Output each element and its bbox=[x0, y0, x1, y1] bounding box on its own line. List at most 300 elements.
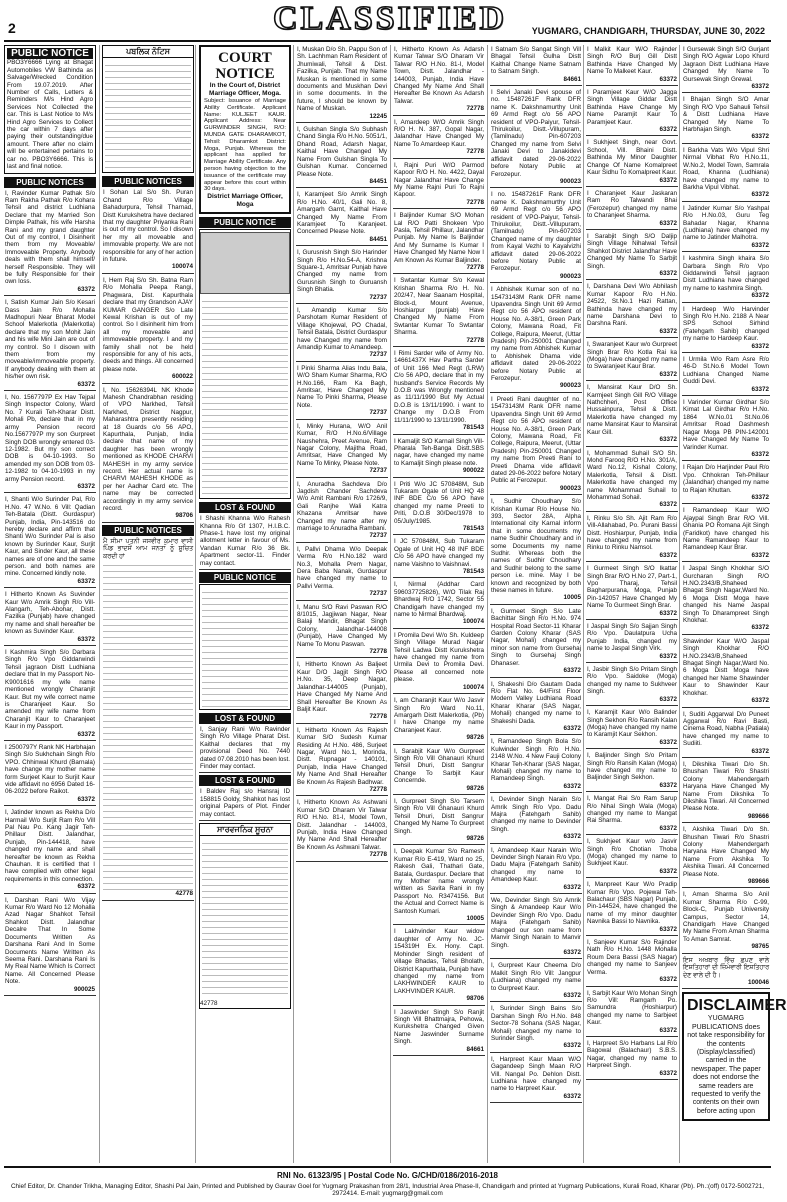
ad-text: I no. 15487261F Rank DFR name K. Dakshnamurthy Unit 69 Armd Regt c/o 56 APO resident of VPO-Paiyur, Tehsil-Thirukoilur, Distt.-Villupuram, (Tamilnadu) Pin-607203 Changed name of my daughter from Kayal Vezhi to Kayalvizhi affidavit dated 29-06-2022 before Notary Public at Ferozepur. bbox=[491, 191, 581, 273]
ad-number: 63372 bbox=[77, 380, 95, 388]
lost-found-ad bbox=[199, 787, 291, 821]
classified-ad bbox=[296, 125, 388, 188]
ad-number: 900023 bbox=[559, 484, 581, 492]
ad-text: I, Hitherto Known As Ashwani Kumar S/O Dharam Vir Talwar R/O H.No. 81-I, Model Town, Distt. Jalandhar - 144003, Punjab, India Have Changed My Name And Shall Hereafter Be Known As Ashwani Talwar. bbox=[297, 799, 387, 851]
classified-ad bbox=[586, 282, 678, 338]
ad-number: 900025 bbox=[73, 985, 95, 993]
ad-number: 42778 bbox=[175, 890, 193, 898]
ad-text: I Gursewak Singh S/O Gurjant Singh R/O Agwar Lopo Khurd Jagraon Distt Ludhiana Have Changed My Name To Gursewak Singh Grewal. bbox=[683, 46, 769, 83]
public-notices-heading: PUBLIC NOTICES bbox=[102, 176, 194, 187]
classified-ad bbox=[586, 708, 678, 749]
classified-ad bbox=[393, 437, 485, 478]
ad-text: I, Mansirat Kaur D/O Sh. Karmjeet Singh Gill R/O Village Nathchheri, Post Office Hussainpura, Tehsil & Distt. Malerkotla have changed my name Mansirat Kaur to Mansirat Kaur Gill. bbox=[587, 384, 677, 436]
ad-text: I Pinki Sharma Alias Indu Bala, W/O Sham Kumar Sharma, R/O H.No.166, Ram Ka Bagh, Amritsar, Have Changed My Name To Pinki Sharma, Please Note. bbox=[297, 364, 387, 409]
classified-ad bbox=[393, 45, 485, 116]
ad-number: 100074 bbox=[171, 263, 193, 271]
ad-number: 100074 bbox=[462, 618, 484, 626]
ad-number: 63372 bbox=[659, 269, 677, 277]
classified-ad bbox=[4, 896, 96, 996]
ad-text: I, Sudhir Choudhary S/o Krishan Kumar R/o House No. 393, Sector 28A, Alpha International city Karnal inform that in some documents my name Sudhir Choudhary and in some Documents my name Sudhir. Whereas both the names of Sudhir Choudhary and Sudhir belong to the same person i.e. mine. May I be known and recognized by both these names in future. bbox=[491, 498, 581, 595]
ad-list bbox=[490, 45, 582, 1103]
ad-number: 63372 bbox=[751, 385, 769, 393]
ad-text: I, Sarbjit Kaur W/o Mohan Singh R/o Vill: Ramgarh Po. Samundra (Hoshiarpur) changed my name to Sarbjeet Kaur. bbox=[587, 989, 677, 1027]
ad-text: I, Amandip Kumar S/o Parshotam Kumar Resident of Village Khojewal, PO Chadal, Tehsil Batala, District Gurdaspur have Changed my name from Amandip Kumar to Amandeep. bbox=[297, 307, 387, 352]
classified-ad bbox=[586, 751, 678, 792]
notice-body bbox=[202, 587, 288, 707]
classified-ad bbox=[490, 285, 582, 393]
classified-ad bbox=[393, 118, 485, 159]
classified-ad bbox=[586, 88, 678, 136]
ad-number: 72778 bbox=[369, 648, 387, 656]
classified-ad bbox=[4, 298, 96, 391]
ad-text: I Paramjeet Kaur W/O Jagga Singh Village Giddar Distt Bathinda Have Change My Name Paramjit Kaur To Paramjeet Kaur. bbox=[587, 89, 677, 126]
gurmukhi-ad-body bbox=[103, 560, 193, 890]
ad-number: 63372 bbox=[659, 126, 677, 134]
ad-number: 72737 bbox=[369, 590, 387, 598]
footer bbox=[4, 1166, 771, 1202]
page-number: 2 bbox=[8, 20, 16, 36]
classified-ad bbox=[682, 637, 770, 708]
gurmukhi-ad bbox=[102, 537, 194, 901]
ad-number: 63372 bbox=[659, 925, 677, 933]
ad-text: I Ramandeep Kaur W/O Ajaypal Singh Brar R/O Vill. Ghania PO Romana Ajit Singh (Faridkot) have changed his Name Ramandeep Kaur to Ramandeep Kaur Brar. bbox=[683, 507, 769, 552]
ad-number: 100046 bbox=[747, 978, 769, 986]
classified-ad bbox=[4, 648, 96, 741]
ad-number: 63372 bbox=[659, 609, 677, 617]
ad-text: I Rimi Sarder wife of Army No. 14661437X Hav Partha Sarder of Unit 166 Med Regt (LRW) C/o 56 APO, declare that in my husband's Service Records My D.O.B was Wrongly mentioned as 11/11/1990 But My Actual D.O.B is 13/11/1990. i want to Change my D.O.B From 11/11/1990 to 13/11/1990. bbox=[394, 350, 484, 424]
ad-number: 63372 bbox=[77, 730, 95, 738]
classified-ad bbox=[296, 306, 388, 362]
ad-number: 72737 bbox=[369, 409, 387, 417]
classified-ad bbox=[682, 95, 770, 143]
public-notices-heading-2: PUBLIC NOTICES bbox=[102, 525, 194, 536]
credits-line: Chief Editor, Dr. Chander Trikha, Managing Editor, Shashi Pal Jain, Printed and Published by Gaurav Goel for Yugmarg Prakashan from 28/1, Industrial Area Phase-II, Chandigarh and printed at Yugmarg Publications, Kurali Road, Kharar (Pb). Ph.:(off) 0172-5002721, 2972414. E-mail: yugmarg@gmail.com bbox=[10, 1183, 765, 1197]
ad-number: 72778 bbox=[466, 263, 484, 271]
classified-ad bbox=[102, 386, 194, 523]
ad-number: 781543 bbox=[462, 424, 484, 432]
classified-ad bbox=[490, 1004, 582, 1052]
ad-text: I Sohan Lal S/o Sh. Puran Chand R/o Village Bahadurpura, Tehsil Tharnad, Distt Kurukshetra have declared that my daughter Priyanka Rani is out of my control. So I disown her my all moveable and immovable property. We are not responsible for any of her action in future. bbox=[103, 189, 193, 264]
lost-found-ad bbox=[199, 725, 291, 773]
classified-ad bbox=[586, 340, 678, 381]
classified-ad bbox=[682, 398, 770, 461]
classified-ad bbox=[393, 349, 485, 434]
lost-found-heading: LOST & FOUND bbox=[199, 713, 291, 724]
disclaimer-text: YUGMARG PUBLICATIONS does not take responsibility for the contents (Display/classified) carried in the newspaper. The paper does not endorse the same readers are requested to verify the contents on their own before acting upon bbox=[687, 1015, 765, 1115]
classified-ad bbox=[490, 497, 582, 605]
warning-notice bbox=[682, 956, 770, 990]
classified-ad bbox=[296, 480, 388, 543]
ad-text: I Bhajan Singh S/O Amar Singh R/O Vpo Sahauli Tehsil & Distt Ludhiana Have Changed My Name To Harbhajan Singh. bbox=[683, 96, 769, 134]
column-7 bbox=[586, 45, 678, 1163]
ad-text: I, Sanjeev Kumar S/o Rajinder Nath R/o H.No. 1448 Mohalla Roum Dera Bassi (SAS Nagar) changed my name to Sanjeev Verma. bbox=[587, 939, 677, 976]
classified-ad bbox=[296, 545, 388, 601]
ad-number: 63372 bbox=[659, 327, 677, 335]
classified-ad bbox=[296, 798, 388, 861]
ad-number: 63372 bbox=[751, 493, 769, 501]
ad-text: I, Amandeep Kaur Narain W/o Devinder Singh Narain R/o Vpo. Dadu Majra (Fatehgarh Sahib) changed my name to Amandeep Kaur. bbox=[491, 846, 581, 884]
ad-list bbox=[682, 45, 770, 954]
classified-ad bbox=[682, 45, 770, 93]
ad-text: I Kamaljit S/O Karnail Singh Vill-Pharala Teh-Banga Distt.SBS nagar, have changed my name to Kamaljit Singh please note. bbox=[394, 437, 484, 467]
ad-text: I, Satish Kumar Jain S/o Kesari Dass Jain R/o Mohalla Madhopuri Near Bharat Model School Malerkotla (Malerkotla) declare that my son Mohit Jain and his wife Mini Jain are out of my control. So I disown with them from my moveable/immoveable property. If anybody dealing with them at his/her own risk. bbox=[5, 299, 95, 381]
ad-number: 63372 bbox=[659, 75, 677, 83]
ad-number: 63372 bbox=[563, 1092, 581, 1100]
lost-found-heading: LOST & FOUND bbox=[199, 502, 291, 513]
classified-ad bbox=[586, 665, 678, 706]
disclaimer-box bbox=[682, 992, 787, 1121]
ad-text: I, Akshika Tiwari D/o Sh. Bhushan Tiwari R/o Shastri Colony Mahendergarh Haryana Have Changed My Name From Akshika To Akshika Tiwari. All Concerned Please Note. bbox=[683, 826, 769, 878]
classified-ad bbox=[490, 607, 582, 678]
classified-ad bbox=[393, 211, 485, 274]
classified-ad bbox=[586, 189, 678, 230]
ad-number: 63372 bbox=[563, 833, 581, 841]
dateline: YUGMARG, CHANDIGARH, THURSDAY, JUNE 30, 2022 bbox=[531, 26, 765, 36]
public-notice-heading: PUBLIC NOTICE bbox=[199, 217, 291, 228]
classified-ad bbox=[4, 393, 96, 493]
notice-box bbox=[199, 229, 291, 499]
ad-text: Shawinder Kaur W/O Jaspal Singh Khokhar R/O H.NO.2343/B,Shaheed Bhagat Singh Nagar,Ward No. 6 Moga Distt Moga have changed her Name Shawinder Kaur to Shawinder Kaur Khokhar. bbox=[683, 637, 769, 697]
ad-text: I Priti W/o JC 570848M, Sub Tukaram Ogale of Unit HQ 48 INF BDE C/o 56 APO have changed my name Preeti to Priti, D.O.B 30/Dec/1978 to 05/July/1985. bbox=[394, 480, 484, 525]
punjabi-notice-body bbox=[105, 60, 191, 170]
ad-number: 63372 bbox=[659, 738, 677, 746]
notice-photo bbox=[200, 232, 290, 294]
ad-text: I Charanjeet Kaur Jaskaran Ram Ro Talwandi Bhai (Ferozepur) changed my name to Charanjeet Sharma. bbox=[587, 189, 677, 220]
classified-ad bbox=[490, 45, 582, 86]
ad-number: 98726 bbox=[466, 784, 484, 792]
classified-ad bbox=[586, 837, 678, 878]
ad-text: I, Amardeep W/O Amrik Singh R/O H. N. 387, Gopal Nagar, Jalandhar Have Changed My Name To Amardeep Kaur. bbox=[394, 118, 484, 148]
ad-list bbox=[4, 189, 96, 996]
ad-text: I, Rajni Puri W/O Parmod Kapoor R/O H. No. 4422, Dayal Nagar Jalandhar Have Change My Name Rajni Puri To Rajni Kapoor. bbox=[394, 161, 484, 199]
ad-text: I, Hem Raj S/o Sh. Batna Ram R/o Mohalla Peepa Rangi, Phagwara, Dist. Kapurthala declare that my Grandson AJAY KUMAR GANGER S/o Late Kewal Krishan is out of my control. So I disinherit him from all my moveable and immoveable property. I and my family shall not be held responsible for any of his acts, deeds and things. All concerned please note. bbox=[103, 276, 193, 373]
ad-number: 63372 bbox=[659, 370, 677, 378]
ad-text: I Satnam S/o Sangat Singh Vill Bhagal Tehsil Gulha Distt Kaithal Change Name Satnam to Satnam Singh. bbox=[491, 46, 581, 76]
classified-ad bbox=[102, 276, 194, 384]
ad-text: I, Pallvi Dhama W/o Deepak Verma R/o H.No.182 ward No.3, Mohalla Prem Nagar, Dera Baba Nanak, Gurdaspur have changed my name to Pallvi Verma. bbox=[297, 545, 387, 590]
ad-text: I, Nirmal (Addhar Card 596037725826), W/O Tilak Raj Bhardwaj R/O 1742, Sector 55 Chandigarh have changed my name to Nirmal Bhardwaj. bbox=[394, 581, 484, 619]
classified-ad bbox=[4, 808, 96, 893]
ad-text: I, No. 1567797P Ex Hav Tejpal Singh Inspector Colony, Ward No. 7 Kurali Teh-Kharar Distt. Mohali Pb, declare that in my army Pension record No.1567797P my son Gurpreet Singh DOB wrongly entered 03-12-1982. But my son correct DOB is 04-10-1993. So amended my son DOB from 03-12-1982 to 04-10-1993 in my army Pension record. bbox=[5, 394, 95, 483]
ad-text: I, Gulshan Singla S/o Subhash Chand Singla R/o H.No. 5051/1, Dhand Road, Adarsh Nagar, Kaithal Have Changed My Name From Gulshan Singla To Gulshan Kumar. Concerned Please Note. bbox=[297, 126, 387, 178]
lost-found-text: I Shashi Khanna W/o Rahesh Khanna R/o Gf 1307, H.I.B.C. Phase-1 have lost my original allotment letter in favour of Ms. Vandan Kumar R/o 36 Bk. Apartment sector-11. Finder may contact. bbox=[200, 515, 290, 567]
classified-ad bbox=[490, 846, 582, 894]
classified-ad bbox=[4, 495, 96, 588]
ad-text: I JC 570848M, Sub Tukaram Ogale of Unit HQ 48 INF BDE C/o 56 APO have changed my name Vaishno to Vaishnavi. bbox=[394, 538, 484, 568]
ad-list bbox=[586, 45, 678, 1080]
classified-ad bbox=[586, 564, 678, 620]
ad-text: I Jaswinder Singh S/o Ranjit Singh Vill Bhattmajra, Pehowa, Kurukshetra Changed Given Name Jaswinder Surname Singh. bbox=[394, 1008, 484, 1046]
ad-text: I Barkha Vats W/o Vipul Shri Nirmal Vibhat R/o H.No.11, W.No.2, Model Town, Samrala Road, Khanna (Ludhiana) have changed my name to Barkha Vipul Vibhat. bbox=[683, 146, 769, 191]
classified-ad bbox=[586, 138, 678, 186]
ad-list bbox=[296, 45, 388, 862]
ad-number: 63372 bbox=[751, 747, 769, 755]
ad-text: I, Shanti W/o Surinder Pal, R/o H.No. 47 W.No. 6 Vill: Qadian Teh-Batala (Distt. Gurdaspur) Punjab, India, Pin-143516 do hereby declare and affirm that Shanti W/o Surinder Pal is also known by Surinder Kaur, Surjit Kaur, and Sinder Kaur, all these names are of one and the same person. and both names are mine. Concerned kindly note. bbox=[5, 496, 95, 578]
classified-ad bbox=[393, 480, 485, 536]
ad-number: 63372 bbox=[659, 652, 677, 660]
ad-number: 84661 bbox=[466, 1045, 484, 1053]
ad-text: I, Gurusnish Singh S/o Harinder Singh R/o H.No.54-A, Krishna Square-1, Amritsar Punjab have Changed my name from Gurusnish Singh to Guruansh Singh Bhatia. bbox=[297, 249, 387, 294]
classified-ad bbox=[393, 747, 485, 795]
lost-found-ad bbox=[199, 514, 291, 570]
ad-number: 84661 bbox=[563, 75, 581, 83]
ad-text: I Sarabjit Singh S/O Daljip Singh Village Nihalwal Tehsil Shahkot District Jalandhar Have Changed My Name To Sarbjit Singh. bbox=[587, 232, 677, 270]
rni-number: RNI No. 61323/95 | Postal Code No. G/CHD/0186/2016-2018 bbox=[277, 1171, 498, 1180]
classified-ad bbox=[586, 1039, 678, 1080]
ad-number: 72778 bbox=[466, 198, 484, 206]
ad-text: I, Gurpreet Singh S/o Tarsem Singh R/o Vill Ghanauri Khurd Tehsil Dhuri, Distt Sangrur Changed My Name To Gurpreet Singh. bbox=[394, 797, 484, 835]
classified-ad bbox=[682, 564, 770, 635]
ad-text: I, Gurpreet Kaur Cheema D/o Malkit Singh R/o Vill: Jangpur (Ludhiana) changed my name to Gurpreet Kaur. bbox=[491, 962, 581, 992]
ad-number: 72778 bbox=[369, 785, 387, 793]
classified-ad bbox=[102, 188, 194, 273]
ad-number: 63372 bbox=[751, 241, 769, 249]
ad-number: 98726 bbox=[466, 734, 484, 742]
classified-ad bbox=[490, 88, 582, 188]
ad-number: 900023 bbox=[559, 382, 581, 390]
masthead bbox=[0, 0, 775, 46]
court-notice-box bbox=[199, 45, 291, 214]
classified-ad bbox=[682, 305, 770, 353]
ad-text: I 2500797Y Rank NK Harbhajan Singh S/o Sukhchain Singh R/o VPO. Chhinwal Khurd (Barnala) have change my mother name form Surjeet Kaur to Surjit Kaur vide affidavit no 6956 Dated 16-06-2022 before Raikot. bbox=[5, 743, 95, 796]
classified-ad bbox=[490, 680, 582, 736]
lost-found-text: I, Sanjay Rani W/o Ravinder Singh R/o Village Pharat Dist. Kaithal declares that my provisional Deed No. 7440 dated 07.08.2010 has been lost. Finder may contact. bbox=[200, 726, 290, 771]
ad-text: I, Manpreet Kaur W/o Pradip Kumar R/o Vpo. Pojewal Teh-Balachaur (SBS Nagar) Punjab, Pin-144524, have changed the name of my minor daughter Navnika Bassi to Navnika. bbox=[587, 881, 677, 926]
ad-number: 63372 bbox=[659, 867, 677, 875]
ad-text: I, Minky Hurana, W/O Anil Kumar, R/O H.No.6/Village Naushehra, Preet Avenue, Ram Nagar Colony, Majitha Road, Amritsar, Have Changed My Name To Minky, Please Note. bbox=[297, 422, 387, 467]
ad-number: 781543 bbox=[462, 524, 484, 532]
column-3 bbox=[199, 45, 291, 1163]
ad-text: I, Ramandeep Singh Bola S/o Kulwinder Singh R/o H.No. 2148 W.No. 4 New Fauji Colony Kharar Teh-Kharar (SAS Nagar, Mohali) changed my name to Ramandeep Singh. bbox=[491, 738, 581, 783]
sarvjanik-body bbox=[202, 838, 288, 998]
ad-text: I kashmira Singh khaira S/o Darbara Singh R/o Vpo Giddarwindi Tehsil jagraon Distt Ludhiana have changed my name to kashmira Singh. bbox=[683, 255, 769, 292]
masthead-rule bbox=[4, 40, 771, 42]
ad-number: 63372 bbox=[77, 577, 95, 585]
ad-number: 63372 bbox=[563, 1042, 581, 1050]
classified-ad bbox=[393, 631, 485, 694]
ad-text: I, Mohammad Suhail S/O Sh. Mohd Farooq R/O H.No. 301/A, Ward No.12, Kishal Colony, Malerkotla, Tehsil & Distt. Malerkotla have changed my name Mohammad Suhail to Mohammad Sohail. bbox=[587, 449, 677, 501]
ad-number: 72778 bbox=[369, 851, 387, 859]
lost-found-heading: LOST & FOUND bbox=[199, 775, 291, 786]
ad-number: 63372 bbox=[659, 219, 677, 227]
ad-text: I, Harpreet S/o Harbans Lal R/o Bagowal (Balachaur) S.B.S. Nagar, changed my name to Harpreet Singh. bbox=[587, 1039, 677, 1070]
classified-ad bbox=[682, 710, 770, 758]
ad-number: 63372 bbox=[751, 292, 769, 300]
classified-ad bbox=[490, 190, 582, 283]
ad-number: 63372 bbox=[563, 948, 581, 956]
ad-text: I Lakhvinder Kaur widow daughter of Army No. JC-154319H Ex. Hony. Capt. Mohinder Singh resident of village Bhadas, Tehsil Bholath, District Kapurthala, Punjab have changed my name from LAKHWINDER KAUR to LAKHVINDER KAUR. bbox=[394, 928, 484, 995]
ad-number: 72737 bbox=[369, 467, 387, 475]
ad-text: I Malkit Kaur W/O Rajinder Singh R/O Burj Gill Distt Bathinda Have Changed My Name To Malkeet Kaur. bbox=[587, 46, 677, 76]
ad-text: I, Surinder Singh Bains S/o Darshan Singh R/o H.No. 848 Sector-78 Sohana (SAS Nagar, Mohali) changed my name to Surinder Singh. bbox=[491, 1005, 581, 1042]
ad-text: I, Anuradha Sachdeva D/o Jagdish Chander Sachdeva W/o Amit Rambani R/o 1726/9, Gali Ranjhe Wali Katra Khazana Amritsar have Changed my name after my marriage to Anuradha Rambani. bbox=[297, 480, 387, 532]
ad-text: I, Karamjit Kaur W/o Balinder Singh Sekhon R/o Ransih Kalan (Moga) have changed my name to Karamjit Kaur Sekhon. bbox=[587, 709, 677, 739]
classified-ad bbox=[586, 938, 678, 986]
ad-number: 72778 bbox=[466, 148, 484, 156]
ad-text: I, Sarabjit Kaur W/o Gurpreet Singh R/o Vill Ghanauri Khurd Tehsil Dhuri, Distt Sangrur Change To Sarbjit Kaur Concernde. bbox=[394, 747, 484, 785]
ad-number: 63372 bbox=[563, 724, 581, 732]
ad-number: 989666 bbox=[747, 812, 769, 820]
ad-number: 72737 bbox=[369, 351, 387, 359]
ad-number: 63372 bbox=[563, 991, 581, 999]
classified-ad bbox=[393, 537, 485, 578]
ad-text: I, Dikshika Tiwari D/o Sh. Bhushan Tiwari R/o Shastri Colony Mahendergarh Haryana Have Changed My Name From Dikshika To Dikshika Tiwari. All Concerned Please Note. bbox=[683, 760, 769, 813]
ad-text: I, Darshana Devi W/o Abhilash Kumar Kapoor R/o H.No. 24522, St.No.1 Hazi Rattan, Bathinda have changed my name Darshana Devi to Darshna Rani. bbox=[587, 283, 677, 328]
section-title: CLASSIFIED bbox=[272, 0, 508, 37]
ad-number: 63372 bbox=[77, 795, 95, 803]
classified-ad bbox=[586, 989, 678, 1037]
ad-text: I Varinder Kumar Girdhar S/o Kimat Lal Girdhar R/o H.No. 1864 W.No.01 St.No.06 Amritsar Road Dashmesh Nagar Moga PB PIN-142001 Have Changed My Name To Varinder Kumar. bbox=[683, 399, 769, 451]
ad-number: 63372 bbox=[77, 635, 95, 643]
ad-text: I Jatinder Kumar S/o Yashpal R/o H.No.03, Guru Teg Bahadar Nagar, Khanna (Ludhiana) have changed my name to Jatinder Malhotra. bbox=[683, 204, 769, 242]
classified-ad bbox=[393, 797, 485, 845]
classified-ad bbox=[682, 254, 770, 302]
ad-text: I Swtantar Kumar S/o Kewal Krishan Sharma R/o H. No. 202/47, Near Saanam Hospital, Block-d, Mount Avenue, Hoshiarpur (punjab) Have Changed My Name From Swtantar Kumar To Swtantar Sharma. bbox=[394, 277, 484, 337]
classified-ad bbox=[682, 204, 770, 252]
classified-ad bbox=[296, 660, 388, 723]
classified-ad bbox=[296, 190, 388, 246]
classified-ad bbox=[393, 580, 485, 628]
ad-text: I Kashmira Singh S/o Darbara Singh R/o Vpo Giddarwindi Tehsil jagraon Distt Ludhiana declare that In my Passport No-K9001616 my wife name mentioned wrongly Charanjit Kaur. But my wife correct name is Charanjeet Kaur. So amended my wife name from Charanjit Kaur to Charanjeet Kaur in my Passport. bbox=[5, 649, 95, 731]
ad-number: 63372 bbox=[563, 782, 581, 790]
ad-text: I, Harpreet Kaur Maan W/O Gagandeep Singh Maan R/O Vill. Nangal Po. Dehlon Distt. Ludhiana have changed my name to Harpreet Kaur. bbox=[491, 1055, 581, 1093]
classified-ad bbox=[4, 743, 96, 806]
ad-text: I Urmila W/o Ram Asre R/o 46-D St.No.6 Model Town Ludhiana Changed Name Guddi Devi. bbox=[683, 356, 769, 386]
classified-ad bbox=[586, 383, 678, 446]
ad-text: I, Rinku S/o Sh. Ajit Ram R/o Vill-Allahabad, Po. Purani Bassi Distt. Hoshiarpur, Punjab, India have changed my name from Rinku to Rinku Namsol. bbox=[587, 514, 677, 552]
ad-text: We, Devinder Singh S/o Amrik Singh & Amandeep Kaur W/o Devinder Singh R/o Vpo. Dadu Majra (Fatehgarh Sahib) changed our son name from Manvir Singh Narain to Manvir Singh. bbox=[491, 897, 581, 949]
classified-ad bbox=[4, 189, 96, 297]
lost-found-text: I Baldev Raj s/o Hansraj ID 158815 Goldy, Shahkot has lost original Papers of Plot. Finder may contact. bbox=[200, 788, 290, 818]
ad-text: I, Jatinder known as Rekha D/o Harmail W/o Surjit Ram R/o Vill Pal Nau Po. Kang Jagir Teh-Phillaur Distt. Jalandhar, Punjab, Pin-144418, have changed my name and shall hereafter be known as Rekha Chauhan. It is certified that I have complied with other legal requirements in this connection. bbox=[5, 809, 95, 883]
classified-ad bbox=[586, 622, 678, 663]
public-notice-heading: PUBLIC NOTICE bbox=[7, 48, 93, 59]
ad-number: 10005 bbox=[466, 915, 484, 923]
ad-number: 63372 bbox=[751, 551, 769, 559]
column-5 bbox=[393, 45, 485, 1163]
warning-text: ਇਸ ਅਖਬਾਰ ਵਿੱਚ ਛਪਣ ਵਾਲੇ ਇਸ਼ਤਿਹਾਰਾਂ ਦੀ ਜ਼ਿੰਮੇਵਾਰੀ ਇਸ਼ਤਿਹਾਰ ਦੇਣ ਵਾਲੇ ਦੀ ਹੈ। bbox=[683, 956, 769, 979]
ad-text: I Promila Devi W/o Sh. Kuldeep Singh Village Murad Nagar Tehsil Ladwa Distt Kurukshetra have changed my name from Urmila Devi to Promila Devi. Please all concerned note please. bbox=[394, 631, 484, 684]
ad-number: 12245 bbox=[369, 112, 387, 120]
ad-number: 72737 bbox=[369, 293, 387, 301]
classified-ad bbox=[296, 726, 388, 797]
classified-ad bbox=[682, 760, 770, 823]
ad-list bbox=[102, 188, 194, 522]
notice-body bbox=[202, 296, 288, 496]
ad-number: 63372 bbox=[751, 624, 769, 632]
ad-text: I, Swaranjeet Kaur w/o Gurpreet Singh Brar R/o Kotla Rai ka (Moga) have changed my name to Swaranjeet Kaur Brar. bbox=[587, 341, 677, 371]
ad-number: 98706 bbox=[175, 512, 193, 520]
sarvjanik-box bbox=[199, 823, 291, 1009]
public-notice-box bbox=[4, 45, 96, 174]
ad-text: I Abhishek Kumar son of no. 15473143M Rank DFR name Upavendra Singh Unit 69 Armd Regt c/o 56 APO resident of House No. A-38/1, Green Park Colony, Mawana Road, Fit College, Raipura, Meerut, (Uttar Pradesh) Pin-250001 Changed my name from Abhishek Kumar to Abhishek Dhama vide affidavit dated 29-06-2022 before Notary Public at Ferozepur. bbox=[491, 286, 581, 383]
ad-number: 63372 bbox=[659, 781, 677, 789]
ad-number: 84451 bbox=[369, 235, 387, 243]
ad-number: 63372 bbox=[659, 436, 677, 444]
ad-text: I, am Charanjit Kaur W/o Jasvir Singh R/o Ward No.11, Amargarh Distt Malerkotla, (Pb) I have Change my name Charanjeet Kaur. bbox=[394, 697, 484, 734]
court-notice-subheading: In the Court of, District Marriage Officer, Moga. bbox=[209, 82, 281, 97]
ad-number: 63372 bbox=[659, 976, 677, 984]
classified-ad bbox=[490, 961, 582, 1002]
ad-number: 63372 bbox=[77, 482, 95, 490]
ad-number: 72737 bbox=[369, 532, 387, 540]
classified-ad bbox=[393, 276, 485, 347]
ad-text: I, Hitherto Known As Rajesh Kumar S/O Sudesh Kumar Residing At H.No. 486, Surjeet Nagar, Ward No.1, Morinda, Distt. Rupnagar - 140101, Punjab, India Have Changed My Name And Shall Hereafter Be Known As Rajesh Badhwar. bbox=[297, 726, 387, 786]
ad-number: 600022 bbox=[171, 373, 193, 381]
classified-ad bbox=[296, 603, 388, 659]
ad-number: 72778 bbox=[466, 105, 484, 113]
classified-columns bbox=[4, 45, 787, 1165]
column-4 bbox=[296, 45, 388, 1163]
public-notice-text: PBO3Y6666 Lying at Bhagat Automobiles VW Bathinda as Salvage/Wrecked Condition From 19.07.2019. After Number of Calls, Letters & Reminders M/s Hind Agro Services Not Collected the car. This is Last Notice to M/s Hind Agro Services to Collect the car within 7 days after paying their outstanding/due amount. There after no claim will be entertained pertains to car no. PBO3Y6666. This is last and final notice. bbox=[7, 59, 93, 171]
column-1 bbox=[4, 45, 96, 1163]
ad-number: 900023 bbox=[559, 177, 581, 185]
ad-number: 63372 bbox=[751, 342, 769, 350]
ad-number: 63372 bbox=[659, 1069, 677, 1077]
classified-ad bbox=[490, 737, 582, 793]
classified-ad bbox=[586, 232, 678, 280]
classified-ad bbox=[586, 514, 678, 562]
classified-ad bbox=[490, 795, 582, 843]
classified-ad bbox=[4, 590, 96, 646]
ad-text: I, Devinder Singh Narain S/o Amrik Singh R/o Vpo. Dadu Majra (Fatehgarh Sahib) changed my name to Devinder Singh. bbox=[491, 796, 581, 833]
ad-text: I Selvi Janaki Devi spouse of no. 15487261F Rank DFR name K. Dakshnamurthy Unit 69 Armd Regt c/o 56 APO resident of VPO-Paiyur, Tehsil-Thirukoilur, Distt.-Villupuram, (Tamilnadu) Pin-607203 Changed my name from Selvi Janaki Devi to Janakidevi affidavit dated 29-06-2022 before Notary Public at Ferozepur. bbox=[491, 89, 581, 178]
classified-ad bbox=[586, 880, 678, 936]
ad-number: 63372 bbox=[659, 824, 677, 832]
ad-text: I, Mangat Rai S/o Ram Sarup R/o Nihal Singh Wala (Moga) changed my name to Mangat Rai Sharma. bbox=[587, 795, 677, 825]
ad-number: 63372 bbox=[751, 191, 769, 199]
classified-ad bbox=[490, 395, 582, 495]
ad-text: I Baljinder Kumar S/O Mohan Lal R/O Patti Shokeen Vpo Pasla, Tehsil Phillaur, Jalandhar Punjab. My Name Is Baljinder And My Surname Is Kumar I Have Changed My Name Now I Am Known As Kumar Baljinder. bbox=[394, 212, 484, 264]
classified-ad bbox=[682, 463, 770, 504]
ad-text: I, Hitherto Known As Baljeet Kaur D/O Jagjit Singh R/O H.No. 35, Deep Nagar, Jalandhar-144005 (Punjab), Have Changed My Name And Shall Hereafter Be Known As Baljit Kaur. bbox=[297, 661, 387, 713]
ad-number: 10005 bbox=[563, 594, 581, 602]
ad-number: 63372 bbox=[77, 883, 95, 891]
classified-ad bbox=[393, 927, 485, 1005]
ad-number: 63372 bbox=[659, 1026, 677, 1034]
column-8 bbox=[682, 45, 787, 1163]
ad-text: I, Manu S/O Ravi Paswan R/O 8/1015, Jagjiwan Nagar, Near Balaji Mandir, Bhagat Singh Colony, Jalandhar-144008 (Punjab), Have Changed My Name To Monu Paswan. bbox=[297, 603, 387, 648]
punjabi-notice-heading: ਪਬਲਿਕ ਨੋਟਿਸ bbox=[103, 46, 193, 58]
ad-number: 63372 bbox=[659, 695, 677, 703]
ad-text: I Jaspal Singh S/o Sajjan Singh R/o Vpo. Daulatpura Ucha Punjab India, changed my name to Jaspal Singh Virk. bbox=[587, 623, 677, 653]
ad-number: 98726 bbox=[466, 835, 484, 842]
public-notice-heading: PUBLIC NOTICE bbox=[199, 572, 291, 583]
classified-ad bbox=[682, 825, 770, 888]
ad-text: I, Karamjeet S/o Amrik Singh R/o H.No. 40/1, Gali No. 8, Amargarh Garnt, Kaithal Have Changed My Name From Karamjeet To Karanjeet. Concerned Please Note. bbox=[297, 191, 387, 236]
classified-ad bbox=[586, 794, 678, 835]
classified-ad bbox=[296, 422, 388, 478]
ad-text: I Hardeep W/o Harvinder Singh R/o H.No. 2188 A Near SPS School Sirhind (Fatehgarh Sahib) changed my name to Hardeep Kaur. bbox=[683, 305, 769, 343]
classified-ad bbox=[490, 896, 582, 959]
classified-ad bbox=[586, 45, 678, 86]
classified-ad bbox=[490, 1055, 582, 1103]
ad-number: 63372 bbox=[751, 697, 769, 705]
court-notice-sign: District Marriage Officer, Moga bbox=[207, 193, 283, 209]
ad-text: I Jaspal Singh Khokhar S/O Gurcharan Singh R/O H.NO.2343/B,Shaheed Bhagat Singh Nagar,Ward No. 6 Moga Distt Moga have changed his Name Jaspal Singh To Dharampreet Singh Khokhar. bbox=[683, 565, 769, 625]
court-notice-text: Subject: Issuance of Marriage Ability Certificate. Applicant Name: KULJEET KAUR. Applicant Address: Near GURWINDER SINGH, R/O: MUNDA GATE DHARAMKOT, Tehsil: Dharamkot District: Moga, Punjab. Whereas the applicant has applied for Marriage Ability Certificate. Any person having objection to the issuance of the certificate may appear before this court within 30 days. bbox=[204, 98, 286, 193]
ad-number: 63372 bbox=[751, 83, 769, 91]
ad-number: 900022 bbox=[462, 467, 484, 475]
ad-text: I, Baljinder Singh S/o Pritam Singh R/o Ransih Kalan (Moga) have changed my name to Baljinder Singh Sekhon. bbox=[587, 752, 677, 782]
ad-list bbox=[393, 45, 485, 1056]
ad-text: I, Darshan Rani W/o Vijay Kumar R/o Ward No 12 Mohalla Azad Nagar Shahkot Tehsil Shahkot Distt. Jalandhar Decalre That In Some Documents Written As Darshana Rani And In Some Documents Name Written As Seema Rani. Darshana Rani Is My Real Name Which Is Correct Name. All Concerned Please Note. bbox=[5, 896, 95, 986]
classified-ad bbox=[393, 696, 485, 744]
ad-number: 72778 bbox=[466, 336, 484, 344]
column-2 bbox=[102, 45, 194, 1163]
ad-text: I, Ravinder Kumar Pathak S/o Ram Rakha Pathak R/o Kohara Tehsil and district Ludhiana Declare that my Married Son Dimple Pathak, his wife Harsha Rani and my grand daughter Out of my control, I Disinherit them from my Moveable/ Immoveable Property. Anybody deals with them shall himself/ herself Responsible. They will be fully Responsible for their own loss. bbox=[5, 189, 95, 286]
ad-number: 989666 bbox=[747, 878, 769, 886]
